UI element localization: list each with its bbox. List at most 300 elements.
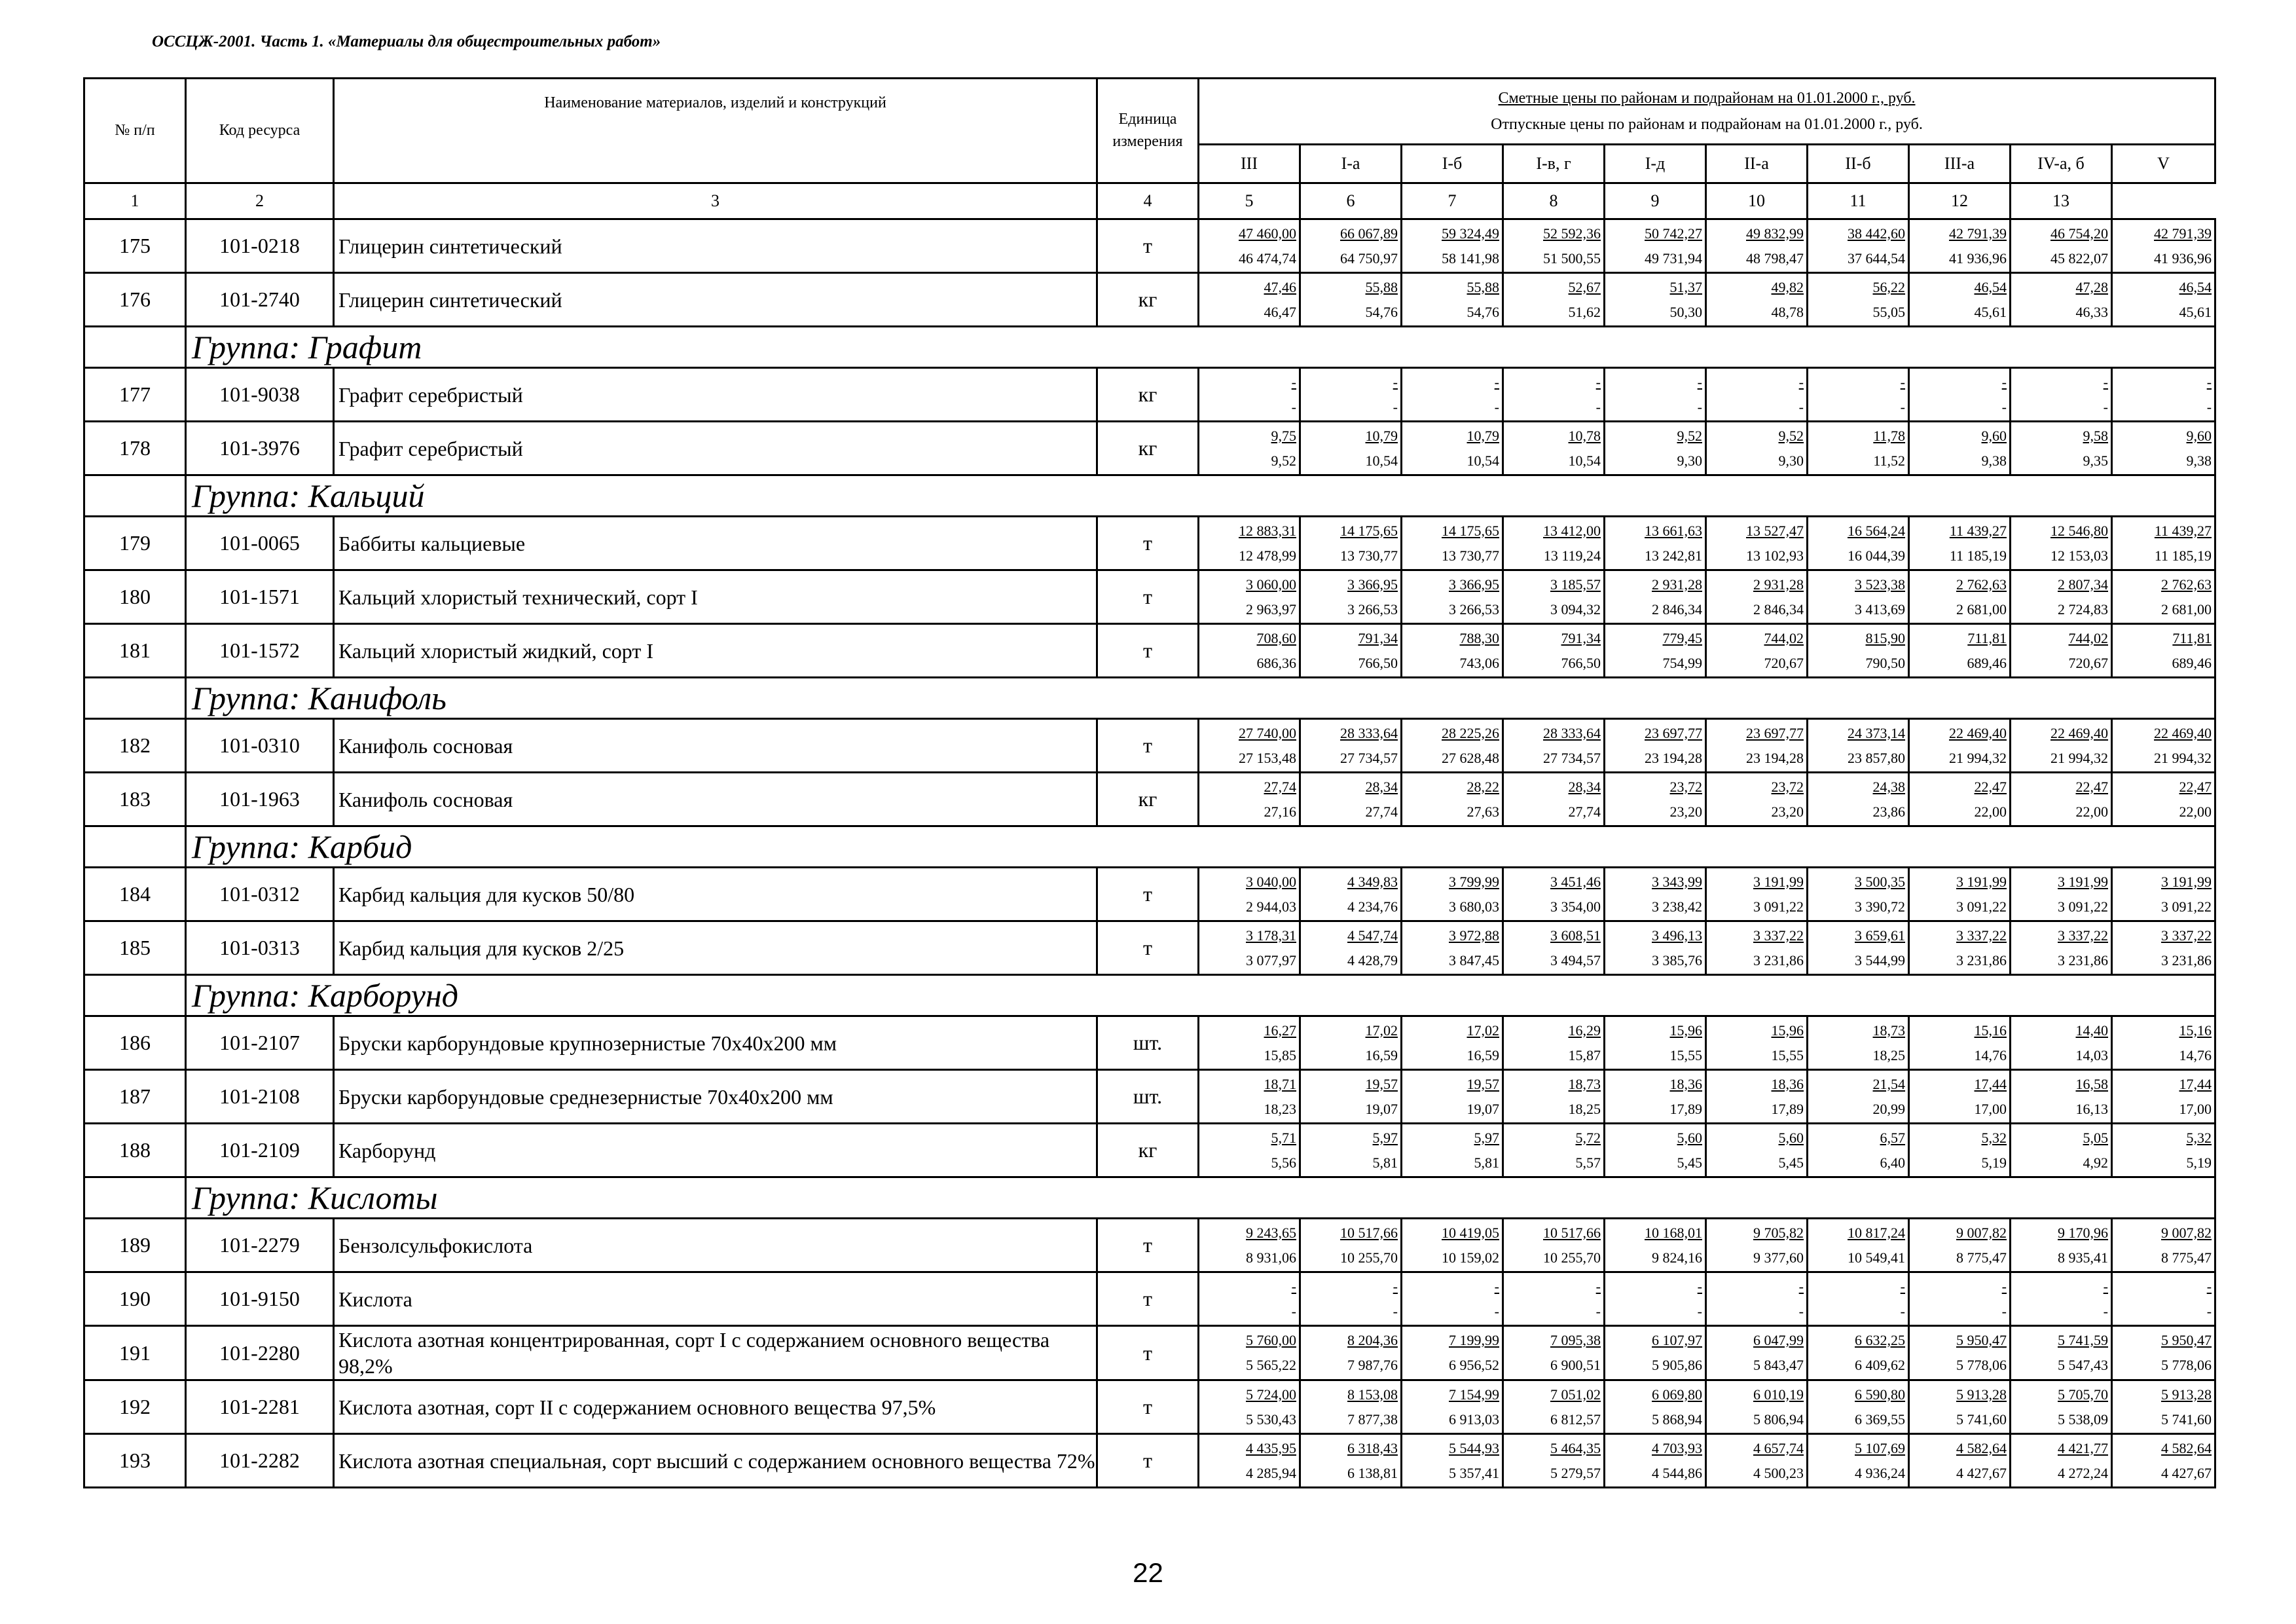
price-cell bbox=[1605, 1326, 1706, 1380]
estimated-price: 10 419,05 bbox=[1442, 1224, 1499, 1241]
group-row bbox=[84, 975, 2215, 1016]
estimated-price: 18,36 bbox=[1669, 1075, 1702, 1092]
row-number: 182 bbox=[84, 719, 186, 773]
price-cell bbox=[1808, 1434, 1909, 1488]
release-price: 5,81 bbox=[1372, 1154, 1398, 1171]
estimated-price: - bbox=[2001, 1278, 2007, 1295]
price-cell bbox=[2112, 1219, 2215, 1272]
release-price: 5 565,22 bbox=[1246, 1357, 1296, 1373]
release-price: - bbox=[2206, 1302, 2212, 1320]
price-cell bbox=[1402, 1070, 1503, 1124]
unit-of-measure: кг bbox=[1097, 422, 1199, 475]
estimated-price: 5 741,59 bbox=[2058, 1332, 2108, 1348]
release-price: 17,00 bbox=[2179, 1100, 2212, 1117]
release-price: 13 119,24 bbox=[1543, 547, 1601, 564]
release-price: - bbox=[1697, 1302, 1702, 1320]
price-cell bbox=[1605, 422, 1706, 475]
release-price: 41 936,96 bbox=[1949, 249, 2007, 267]
release-price: 45,61 bbox=[1974, 303, 2007, 320]
estimated-price: 791,34 bbox=[1561, 629, 1601, 646]
unit-of-measure: кг bbox=[1097, 273, 1199, 327]
estimated-price: 6,57 bbox=[1880, 1129, 1905, 1146]
release-price: 13 730,77 bbox=[1340, 547, 1398, 564]
price-cell bbox=[1503, 1016, 1605, 1070]
price-cell bbox=[1605, 1016, 1706, 1070]
release-price: 3 077,97 bbox=[1246, 951, 1296, 969]
price-cell bbox=[1706, 1124, 1808, 1177]
price-cell bbox=[1402, 921, 1503, 975]
estimated-price: 791,34 bbox=[1358, 629, 1398, 646]
release-price: - bbox=[1291, 1302, 1296, 1320]
row-number: 177 bbox=[84, 368, 186, 422]
estimated-price: 3 972,88 bbox=[1449, 927, 1499, 944]
estimated-price: 3 191,99 bbox=[1956, 873, 2007, 890]
release-price: 6 409,62 bbox=[1855, 1357, 1905, 1373]
column-number: 3 bbox=[334, 183, 1097, 219]
release-price: 4 500,23 bbox=[1753, 1464, 1804, 1481]
estimated-price: 55,88 bbox=[1467, 278, 1499, 295]
price-cell bbox=[1300, 1124, 1402, 1177]
table-row bbox=[84, 719, 2215, 773]
release-price: 15,55 bbox=[1669, 1046, 1702, 1063]
release-price: 21 994,32 bbox=[2050, 749, 2108, 766]
price-cell bbox=[1503, 219, 1605, 273]
price-cell bbox=[1300, 1016, 1402, 1070]
estimated-price: 7 154,99 bbox=[1449, 1386, 1499, 1403]
release-price: 50,30 bbox=[1669, 303, 1702, 320]
estimated-price: - bbox=[1393, 1278, 1398, 1295]
estimated-price: 5 913,28 bbox=[1956, 1386, 2007, 1403]
release-price: 23,20 bbox=[1771, 803, 1804, 820]
estimated-price: 9,75 bbox=[1271, 427, 1296, 444]
price-cell bbox=[1402, 1326, 1503, 1380]
estimated-price: 7 199,99 bbox=[1449, 1332, 1499, 1348]
price-cell bbox=[1503, 773, 1605, 826]
group-spacer bbox=[84, 678, 186, 719]
release-price: 12 153,03 bbox=[2050, 547, 2108, 564]
estimated-price: 23,72 bbox=[1669, 778, 1702, 795]
unit-of-measure: т bbox=[1097, 921, 1199, 975]
resource-code: 101-3976 bbox=[186, 422, 334, 475]
estimated-price: 22 469,40 bbox=[1949, 724, 2007, 741]
release-price: 6,40 bbox=[1880, 1154, 1905, 1171]
price-cell bbox=[1503, 719, 1605, 773]
estimated-price: 17,44 bbox=[1974, 1075, 2007, 1092]
price-cell bbox=[1503, 1434, 1605, 1488]
estimated-price: 56,22 bbox=[1872, 278, 1905, 295]
column-number: 7 bbox=[1402, 183, 1503, 219]
release-price: 3 680,03 bbox=[1449, 898, 1499, 915]
estimated-price: 3 343,99 bbox=[1652, 873, 1702, 890]
estimated-price: 19,57 bbox=[1467, 1075, 1499, 1092]
estimated-price: 28 333,64 bbox=[1340, 724, 1398, 741]
price-cell bbox=[1199, 422, 1300, 475]
table-row bbox=[84, 1219, 2215, 1272]
estimated-price: 3 060,00 bbox=[1246, 576, 1296, 593]
price-cell bbox=[1605, 1219, 1706, 1272]
release-price: 23,20 bbox=[1669, 803, 1702, 820]
price-cell bbox=[1605, 921, 1706, 975]
resource-code: 101-9038 bbox=[186, 368, 334, 422]
estimated-price: - bbox=[1798, 1278, 1804, 1295]
release-price: 766,50 bbox=[1561, 654, 1601, 671]
release-price: 8 775,47 bbox=[2161, 1249, 2212, 1266]
estimated-price: 3 799,99 bbox=[1449, 873, 1499, 890]
release-price: 16 044,39 bbox=[1848, 547, 1905, 564]
release-price: 9,52 bbox=[1271, 452, 1296, 469]
price-cell bbox=[1199, 273, 1300, 327]
release-price: - bbox=[1900, 398, 1905, 415]
price-cell bbox=[1808, 1124, 1909, 1177]
price-cell bbox=[1605, 570, 1706, 624]
price-cell bbox=[1808, 868, 1909, 921]
release-price: 3 091,22 bbox=[2161, 898, 2212, 915]
release-price: 5 778,06 bbox=[2161, 1357, 2212, 1373]
estimated-price: 13 412,00 bbox=[1543, 522, 1601, 539]
estimated-price: 22 469,40 bbox=[2050, 724, 2108, 741]
release-price: 3 094,32 bbox=[1550, 600, 1601, 618]
region-header: IV-а, б bbox=[2011, 145, 2112, 183]
release-price: 766,50 bbox=[1358, 654, 1398, 671]
release-price: - bbox=[1494, 1302, 1499, 1320]
estimated-price: 49 832,99 bbox=[1746, 225, 1804, 242]
release-price: 6 369,55 bbox=[1855, 1411, 1905, 1428]
estimated-price: - bbox=[1798, 373, 1804, 390]
region-header: II-а bbox=[1706, 145, 1808, 183]
release-price: 2 681,00 bbox=[1956, 600, 2007, 618]
estimated-price: 18,73 bbox=[1568, 1075, 1601, 1092]
estimated-price: 23 697,77 bbox=[1645, 724, 1702, 741]
region-header: I-д bbox=[1605, 145, 1706, 183]
estimated-price: 11 439,27 bbox=[2154, 522, 2212, 539]
material-name: Кальций хлористый технический, сорт I bbox=[334, 570, 1097, 624]
material-name: Карбид кальция для кусков 50/80 bbox=[334, 868, 1097, 921]
price-cell bbox=[1808, 1070, 1909, 1124]
price-cell bbox=[1300, 570, 1402, 624]
price-cell bbox=[1808, 273, 1909, 327]
release-price: 5 547,43 bbox=[2058, 1357, 2108, 1373]
release-price: 23 194,28 bbox=[1645, 749, 1702, 766]
release-price: 8 775,47 bbox=[1956, 1249, 2007, 1266]
release-price: 3 091,22 bbox=[1753, 898, 1804, 915]
price-cell bbox=[1706, 273, 1808, 327]
price-cell bbox=[1402, 624, 1503, 678]
estimated-price: 815,90 bbox=[1865, 629, 1905, 646]
estimated-price: 17,02 bbox=[1467, 1022, 1499, 1039]
release-price: 20,99 bbox=[1872, 1100, 1905, 1117]
release-price: 22,00 bbox=[2075, 803, 2108, 820]
unit-of-measure: т bbox=[1097, 719, 1199, 773]
price-cell bbox=[1503, 517, 1605, 570]
release-price: 743,06 bbox=[1459, 654, 1499, 671]
price-cell bbox=[1300, 422, 1402, 475]
estimated-price: 3 366,95 bbox=[1449, 576, 1499, 593]
estimated-price: 4 582,64 bbox=[2161, 1439, 2212, 1456]
price-cell bbox=[1402, 273, 1503, 327]
estimated-price: 4 703,93 bbox=[1652, 1439, 1702, 1456]
unit-of-measure: т bbox=[1097, 1434, 1199, 1488]
release-price: 8 935,41 bbox=[2058, 1249, 2108, 1266]
estimated-price: 6 318,43 bbox=[1347, 1439, 1398, 1456]
release-price: 5 279,57 bbox=[1550, 1464, 1601, 1481]
unit-of-measure: т bbox=[1097, 1219, 1199, 1272]
price-cell bbox=[1909, 1326, 2011, 1380]
column-number: 1 bbox=[84, 183, 186, 219]
price-cell bbox=[2112, 422, 2215, 475]
price-cell bbox=[1605, 624, 1706, 678]
price-cell bbox=[1706, 1070, 1808, 1124]
price-cell bbox=[1503, 624, 1605, 678]
release-price: 15,85 bbox=[1264, 1046, 1296, 1063]
release-price: - bbox=[1798, 398, 1804, 415]
release-price: 5,56 bbox=[1271, 1154, 1296, 1171]
estimated-price: 15,96 bbox=[1771, 1022, 1804, 1039]
price-cell bbox=[1909, 1219, 2011, 1272]
estimated-price: 52 592,36 bbox=[1543, 225, 1601, 242]
release-price: 7 987,76 bbox=[1347, 1357, 1398, 1373]
release-price: 5 778,06 bbox=[1956, 1357, 2007, 1373]
price-cell bbox=[1706, 368, 1808, 422]
release-price: 11 185,19 bbox=[2154, 547, 2212, 564]
unit-of-measure: т bbox=[1097, 868, 1199, 921]
material-name: Глицерин синтетический bbox=[334, 273, 1097, 327]
estimated-price: - bbox=[1697, 373, 1702, 390]
price-cell bbox=[1402, 1219, 1503, 1272]
estimated-price: 5,60 bbox=[1677, 1129, 1702, 1146]
release-price: 3 091,22 bbox=[2058, 898, 2108, 915]
release-price: 9 377,60 bbox=[1753, 1249, 1804, 1266]
price-cell bbox=[1909, 1124, 2011, 1177]
estimated-price: 28,22 bbox=[1467, 778, 1499, 795]
estimated-price: 5,71 bbox=[1271, 1129, 1296, 1146]
estimated-price: 22,47 bbox=[2179, 778, 2212, 795]
estimated-price: 5,60 bbox=[1778, 1129, 1804, 1146]
estimated-price: 10,78 bbox=[1568, 427, 1601, 444]
estimated-price: 11,78 bbox=[1873, 427, 1905, 444]
release-price: 48,78 bbox=[1771, 303, 1804, 320]
table-row bbox=[84, 921, 2215, 975]
price-cell bbox=[1402, 1434, 1503, 1488]
price-cell bbox=[1909, 219, 2011, 273]
price-cell bbox=[1706, 517, 1808, 570]
price-cell bbox=[1808, 1016, 1909, 1070]
price-cell bbox=[1605, 219, 1706, 273]
price-cell bbox=[2011, 719, 2112, 773]
estimated-price: - bbox=[1697, 1278, 1702, 1295]
price-cell bbox=[1199, 1070, 1300, 1124]
release-price: 23 194,28 bbox=[1746, 749, 1804, 766]
estimated-price: - bbox=[1494, 1278, 1499, 1295]
column-number: 11 bbox=[1808, 183, 1909, 219]
estimated-price: 3 191,99 bbox=[2058, 873, 2108, 890]
release-price: 5 530,43 bbox=[1246, 1411, 1296, 1428]
price-cell bbox=[1503, 1070, 1605, 1124]
estimated-price: - bbox=[1900, 373, 1905, 390]
release-price: - bbox=[1291, 398, 1296, 415]
release-price: 46,47 bbox=[1264, 303, 1296, 320]
release-price: 3 354,00 bbox=[1550, 898, 1601, 915]
column-number: 2 bbox=[186, 183, 334, 219]
release-price: 4 544,86 bbox=[1652, 1464, 1702, 1481]
release-price: 4 234,76 bbox=[1347, 898, 1398, 915]
column-number: 6 bbox=[1300, 183, 1402, 219]
resource-code: 101-2740 bbox=[186, 273, 334, 327]
estimated-price: 5,97 bbox=[1372, 1129, 1398, 1146]
release-price: 23,86 bbox=[1872, 803, 1905, 820]
material-name: Кальций хлористый жидкий, сорт I bbox=[334, 624, 1097, 678]
price-cell bbox=[1909, 719, 2011, 773]
estimated-price: 5,72 bbox=[1575, 1129, 1601, 1146]
price-cell bbox=[2112, 1380, 2215, 1434]
price-cell bbox=[1300, 773, 1402, 826]
release-price: 23 857,80 bbox=[1848, 749, 1905, 766]
estimated-price: 46 754,20 bbox=[2050, 225, 2108, 242]
row-number: 183 bbox=[84, 773, 186, 826]
price-cell bbox=[2112, 1326, 2215, 1380]
release-price: 45,61 bbox=[2179, 303, 2212, 320]
release-price: 16,59 bbox=[1365, 1046, 1398, 1063]
price-cell bbox=[1503, 1326, 1605, 1380]
release-price: 54,76 bbox=[1467, 303, 1499, 320]
estimated-price: 18,36 bbox=[1771, 1075, 1804, 1092]
release-price: 17,89 bbox=[1669, 1100, 1702, 1117]
estimated-price: 9 243,65 bbox=[1246, 1224, 1296, 1241]
estimated-price: 66 067,89 bbox=[1340, 225, 1398, 242]
estimated-price: 12 883,31 bbox=[1239, 522, 1296, 539]
release-price: 720,67 bbox=[2068, 654, 2108, 671]
price-cell bbox=[1808, 368, 1909, 422]
estimated-price: 28,34 bbox=[1568, 778, 1601, 795]
estimated-price: 3 500,35 bbox=[1855, 873, 1905, 890]
release-price: 5 905,86 bbox=[1652, 1357, 1702, 1373]
estimated-price: 47 460,00 bbox=[1239, 225, 1296, 242]
price-cell bbox=[1909, 1070, 2011, 1124]
price-cell bbox=[1706, 1380, 1808, 1434]
column-number: 12 bbox=[1909, 183, 2011, 219]
estimated-price: 4 657,74 bbox=[1753, 1439, 1804, 1456]
estimated-price: 3 496,13 bbox=[1652, 927, 1702, 944]
release-price: 689,46 bbox=[1967, 654, 2007, 671]
estimated-price: 15,16 bbox=[2179, 1022, 2212, 1039]
estimated-price: 6 069,80 bbox=[1652, 1386, 1702, 1403]
col-header-code: Код ресурса bbox=[186, 79, 334, 183]
resource-code: 101-2282 bbox=[186, 1434, 334, 1488]
price-cell bbox=[1706, 1434, 1808, 1488]
price-cell bbox=[2011, 1434, 2112, 1488]
release-price: 4 427,67 bbox=[1956, 1464, 2007, 1481]
group-title: Группа: Карборунд bbox=[186, 975, 2215, 1016]
table-row bbox=[84, 570, 2215, 624]
resource-code: 101-2279 bbox=[186, 1219, 334, 1272]
price-cell bbox=[1402, 868, 1503, 921]
group-title: Группа: Кальций bbox=[186, 475, 2215, 517]
estimated-price: 4 582,64 bbox=[1956, 1439, 2007, 1456]
estimated-price: 28,34 bbox=[1365, 778, 1398, 795]
price-cell bbox=[1199, 517, 1300, 570]
price-cell bbox=[1199, 1326, 1300, 1380]
price-cell bbox=[2011, 570, 2112, 624]
table-row bbox=[84, 368, 2215, 422]
price-cell bbox=[1808, 219, 1909, 273]
group-title: Группа: Графит bbox=[186, 327, 2215, 368]
price-cell bbox=[2112, 219, 2215, 273]
row-number: 179 bbox=[84, 517, 186, 570]
row-number: 188 bbox=[84, 1124, 186, 1177]
release-price: 22,00 bbox=[1974, 803, 2007, 820]
release-price: 5 741,60 bbox=[1956, 1411, 2007, 1428]
col-header-num: № п/п bbox=[84, 79, 186, 183]
release-price: 3 385,76 bbox=[1652, 951, 1702, 969]
price-cell bbox=[1503, 921, 1605, 975]
estimated-price: 5 913,28 bbox=[2161, 1386, 2212, 1403]
price-cell bbox=[1808, 570, 1909, 624]
release-price: 5,19 bbox=[2186, 1154, 2212, 1171]
release-price: 9 824,16 bbox=[1652, 1249, 1702, 1266]
price-cell bbox=[1199, 719, 1300, 773]
release-price: 7 877,38 bbox=[1347, 1411, 1398, 1428]
release-price: 49 731,94 bbox=[1645, 249, 1702, 267]
price-cell bbox=[1909, 1016, 2011, 1070]
estimated-price: 22 469,40 bbox=[2154, 724, 2212, 741]
estimated-price: 14,40 bbox=[2075, 1022, 2108, 1039]
release-price: 790,50 bbox=[1865, 654, 1905, 671]
release-price: 5 806,94 bbox=[1753, 1411, 1804, 1428]
material-name: Бруски карборундовые среднезернистые 70x40x200 мм bbox=[334, 1070, 1097, 1124]
price-cell bbox=[1706, 624, 1808, 678]
price-cell bbox=[1503, 1272, 1605, 1326]
release-price: 2 724,83 bbox=[2058, 600, 2108, 618]
estimated-price: 10 517,66 bbox=[1340, 1224, 1398, 1241]
estimated-price: - bbox=[1291, 1278, 1296, 1295]
release-price: 27 734,57 bbox=[1340, 749, 1398, 766]
price-cell bbox=[1605, 719, 1706, 773]
estimated-price: 3 191,99 bbox=[2161, 873, 2212, 890]
price-cell bbox=[1300, 868, 1402, 921]
release-price: 13 102,93 bbox=[1746, 547, 1804, 564]
release-price: 58 141,98 bbox=[1442, 249, 1499, 267]
estimated-price: 3 185,57 bbox=[1550, 576, 1601, 593]
estimated-price: 42 791,39 bbox=[2154, 225, 2212, 242]
release-price: 6 138,81 bbox=[1347, 1464, 1398, 1481]
resource-code: 101-0310 bbox=[186, 719, 334, 773]
estimated-price: 9,52 bbox=[1677, 427, 1702, 444]
price-cell bbox=[1706, 773, 1808, 826]
estimated-price: 21,54 bbox=[1872, 1075, 1905, 1092]
release-price: 2 963,97 bbox=[1246, 600, 1296, 618]
estimated-price: 18,73 bbox=[1872, 1022, 1905, 1039]
release-price: 21 994,32 bbox=[1949, 749, 2007, 766]
price-cell bbox=[2112, 517, 2215, 570]
release-price: - bbox=[2206, 398, 2212, 415]
release-price: 754,99 bbox=[1662, 654, 1702, 671]
price-cell bbox=[1503, 422, 1605, 475]
price-cell bbox=[1300, 1219, 1402, 1272]
release-price: 11,52 bbox=[1873, 452, 1905, 469]
release-price: 4 936,24 bbox=[1855, 1464, 1905, 1481]
release-price: 27,74 bbox=[1568, 803, 1601, 820]
estimated-price: 6 047,99 bbox=[1753, 1332, 1804, 1348]
estimated-price: 10 517,66 bbox=[1543, 1224, 1601, 1241]
price-cell bbox=[1503, 570, 1605, 624]
release-price: 21 994,32 bbox=[2154, 749, 2212, 766]
release-price: 51,62 bbox=[1568, 303, 1601, 320]
price-cell bbox=[1808, 1326, 1909, 1380]
price-cell bbox=[1300, 219, 1402, 273]
estimated-price: - bbox=[2103, 1278, 2108, 1295]
release-price: 3 413,69 bbox=[1855, 600, 1905, 618]
price-cell bbox=[2011, 773, 2112, 826]
resource-code: 101-0312 bbox=[186, 868, 334, 921]
